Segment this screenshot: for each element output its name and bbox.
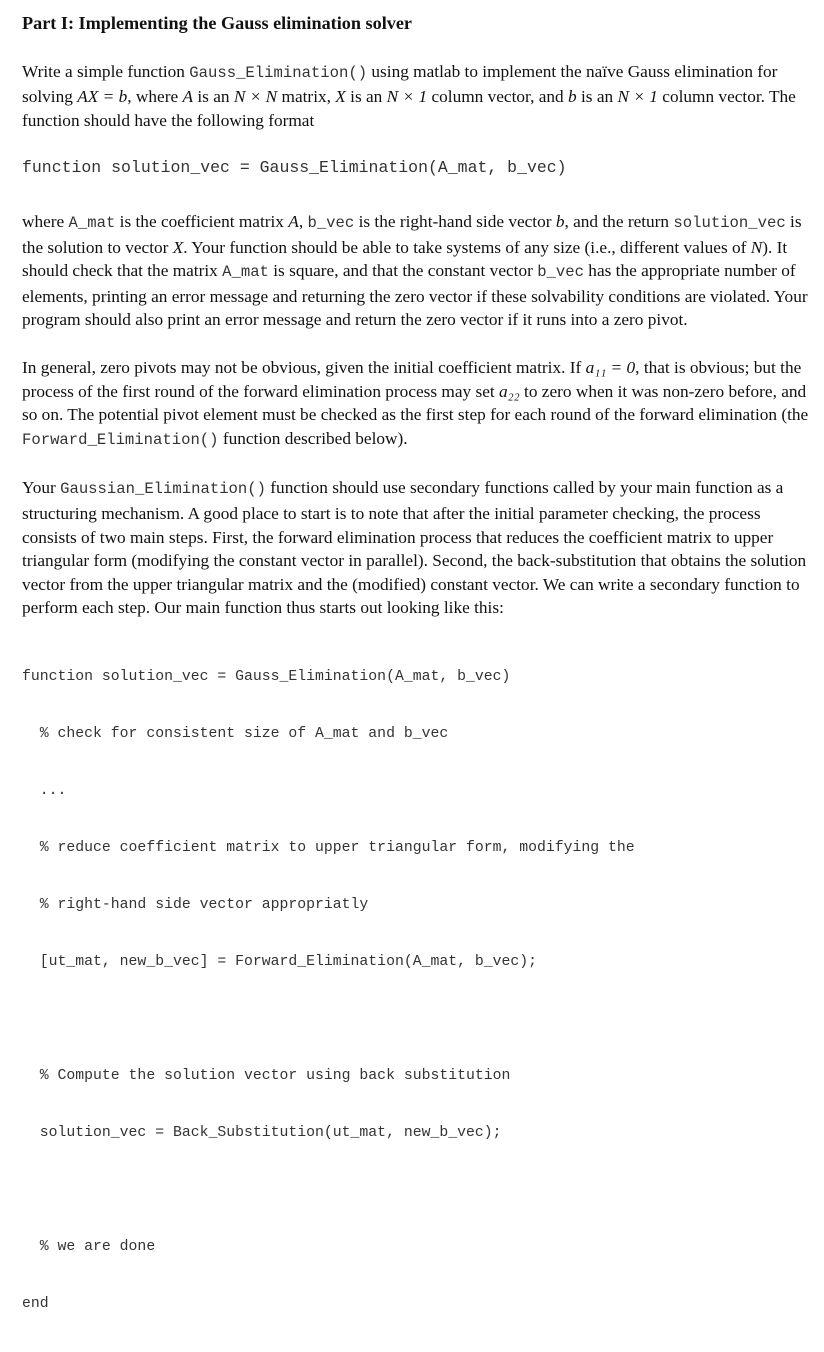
text: is an — [193, 87, 234, 107]
text: is the coefficient matrix — [115, 211, 289, 231]
function-signature: function solution_vec = Gauss_Elimination(A_mat, b_vec) — [22, 158, 567, 178]
inline-code: b_vec — [307, 213, 355, 232]
code-line — [22, 1181, 812, 1200]
code-line: % reduce coefficient matrix to upper triangular form, modifying the — [22, 839, 635, 856]
math: b — [555, 211, 565, 231]
code-line: [ut_mat, new_b_vec] = Forward_Elimination(A_mat, b_vec); — [22, 953, 538, 970]
code-line: solution_vec = Back_Substitution(ut_mat, new_b_vec); — [22, 1124, 502, 1141]
text: In general, zero pivots may not be obvious, given the initial coefficient matrix. If — [22, 357, 586, 377]
inline-code: A_mat — [68, 213, 116, 232]
code-line: % right-hand side vector appropriatly — [22, 896, 369, 913]
text: matrix, — [277, 87, 336, 107]
math: a₁₁ = 0 — [585, 357, 636, 377]
code-line: % Compute the solution vector using back substitution — [22, 1067, 511, 1084]
math: N — [750, 237, 763, 257]
math: X — [172, 237, 184, 257]
code-line — [22, 1010, 812, 1029]
code-line: function solution_vec = Gauss_Elimination(A_mat, b_vec) — [22, 668, 511, 685]
math: b — [568, 87, 577, 107]
code-line: end — [22, 1295, 49, 1312]
paragraph-zero-pivots — [22, 356, 812, 452]
paragraph-description — [22, 210, 812, 332]
math: A — [182, 87, 194, 107]
text: Your — [22, 478, 61, 498]
paragraph-intro — [22, 60, 812, 133]
inline-code: Gauss_Elimination() — [189, 63, 368, 82]
math: a₂₂ — [499, 381, 520, 401]
text: is an — [576, 87, 618, 107]
document — [22, 12, 812, 1352]
text: . Your function should be able to take systems of any size (i.e., different values of — [183, 237, 751, 257]
inline-code: Forward_Elimination() — [22, 430, 219, 449]
text: where — [22, 211, 69, 231]
text: ). It should check that the matrix — [22, 237, 788, 281]
code-line: % check for consistent size of A_mat and b_vec — [22, 725, 449, 742]
inline-code: b_vec — [537, 263, 584, 282]
text: has the appropriate number of elements, printing an error message and returning the zero vector if these solvability conditions are violated. Your program should also print an error message and return the zero vector if it runs into a zero pivot. — [22, 261, 808, 330]
math: N × 1 — [617, 87, 658, 107]
text: Write a simple function — [22, 61, 190, 81]
math: N × N — [233, 87, 278, 107]
text: is an — [345, 87, 387, 107]
inline-code: Gaussian_Elimination() — [60, 480, 266, 499]
text: to zero when it was non-zero before, and so on. The potential pivot element must be checked as the first step for each round of the forward elimination (the — [22, 381, 809, 425]
math: N × 1 — [386, 87, 428, 107]
text: , where — [127, 87, 183, 107]
text: function should use secondary functions called by your main function as a structuring mechanism. A good place to start is to note that after the initial parameter checking, the process consists of two main steps. First, the forward elimination process that reduces the coefficient matrix to upper triangular form (modifying the constant vector in parallel). Second, the back-substitution that obtains the solution vector from the upper triangular matrix and the (modified) constant vector. We can write a secondary function to perform each step. Our main function thus starts out looking like this: — [22, 478, 807, 618]
text: using matlab to implement the naïve Gauss elimination for solving — [22, 61, 778, 107]
inline-code: A_mat — [222, 263, 269, 282]
code-line: % we are done — [22, 1238, 156, 1255]
text: is square, and that the constant vector — [268, 261, 538, 281]
text: column vector. The function should have the following format — [22, 87, 796, 130]
math: X — [335, 87, 346, 107]
text: column vector, and — [427, 87, 569, 107]
text: is the right-hand side vector — [354, 211, 556, 231]
text: , and the return — [564, 211, 674, 231]
code-listing — [22, 630, 812, 1352]
inline-code: solution_vec — [673, 213, 786, 232]
math: A — [288, 211, 299, 231]
text: , — [298, 211, 308, 231]
math: AX = b — [77, 87, 128, 107]
text: , that is obvious; but the process of the first round of the forward elimination process may set — [22, 357, 802, 401]
code-line: ... — [22, 782, 67, 799]
text: function described below). — [218, 428, 408, 448]
paragraph-structure — [22, 476, 812, 620]
text: is the solution to vector — [22, 211, 802, 257]
section-heading: Part I: Implementing the Gauss elimination solver — [22, 13, 413, 33]
